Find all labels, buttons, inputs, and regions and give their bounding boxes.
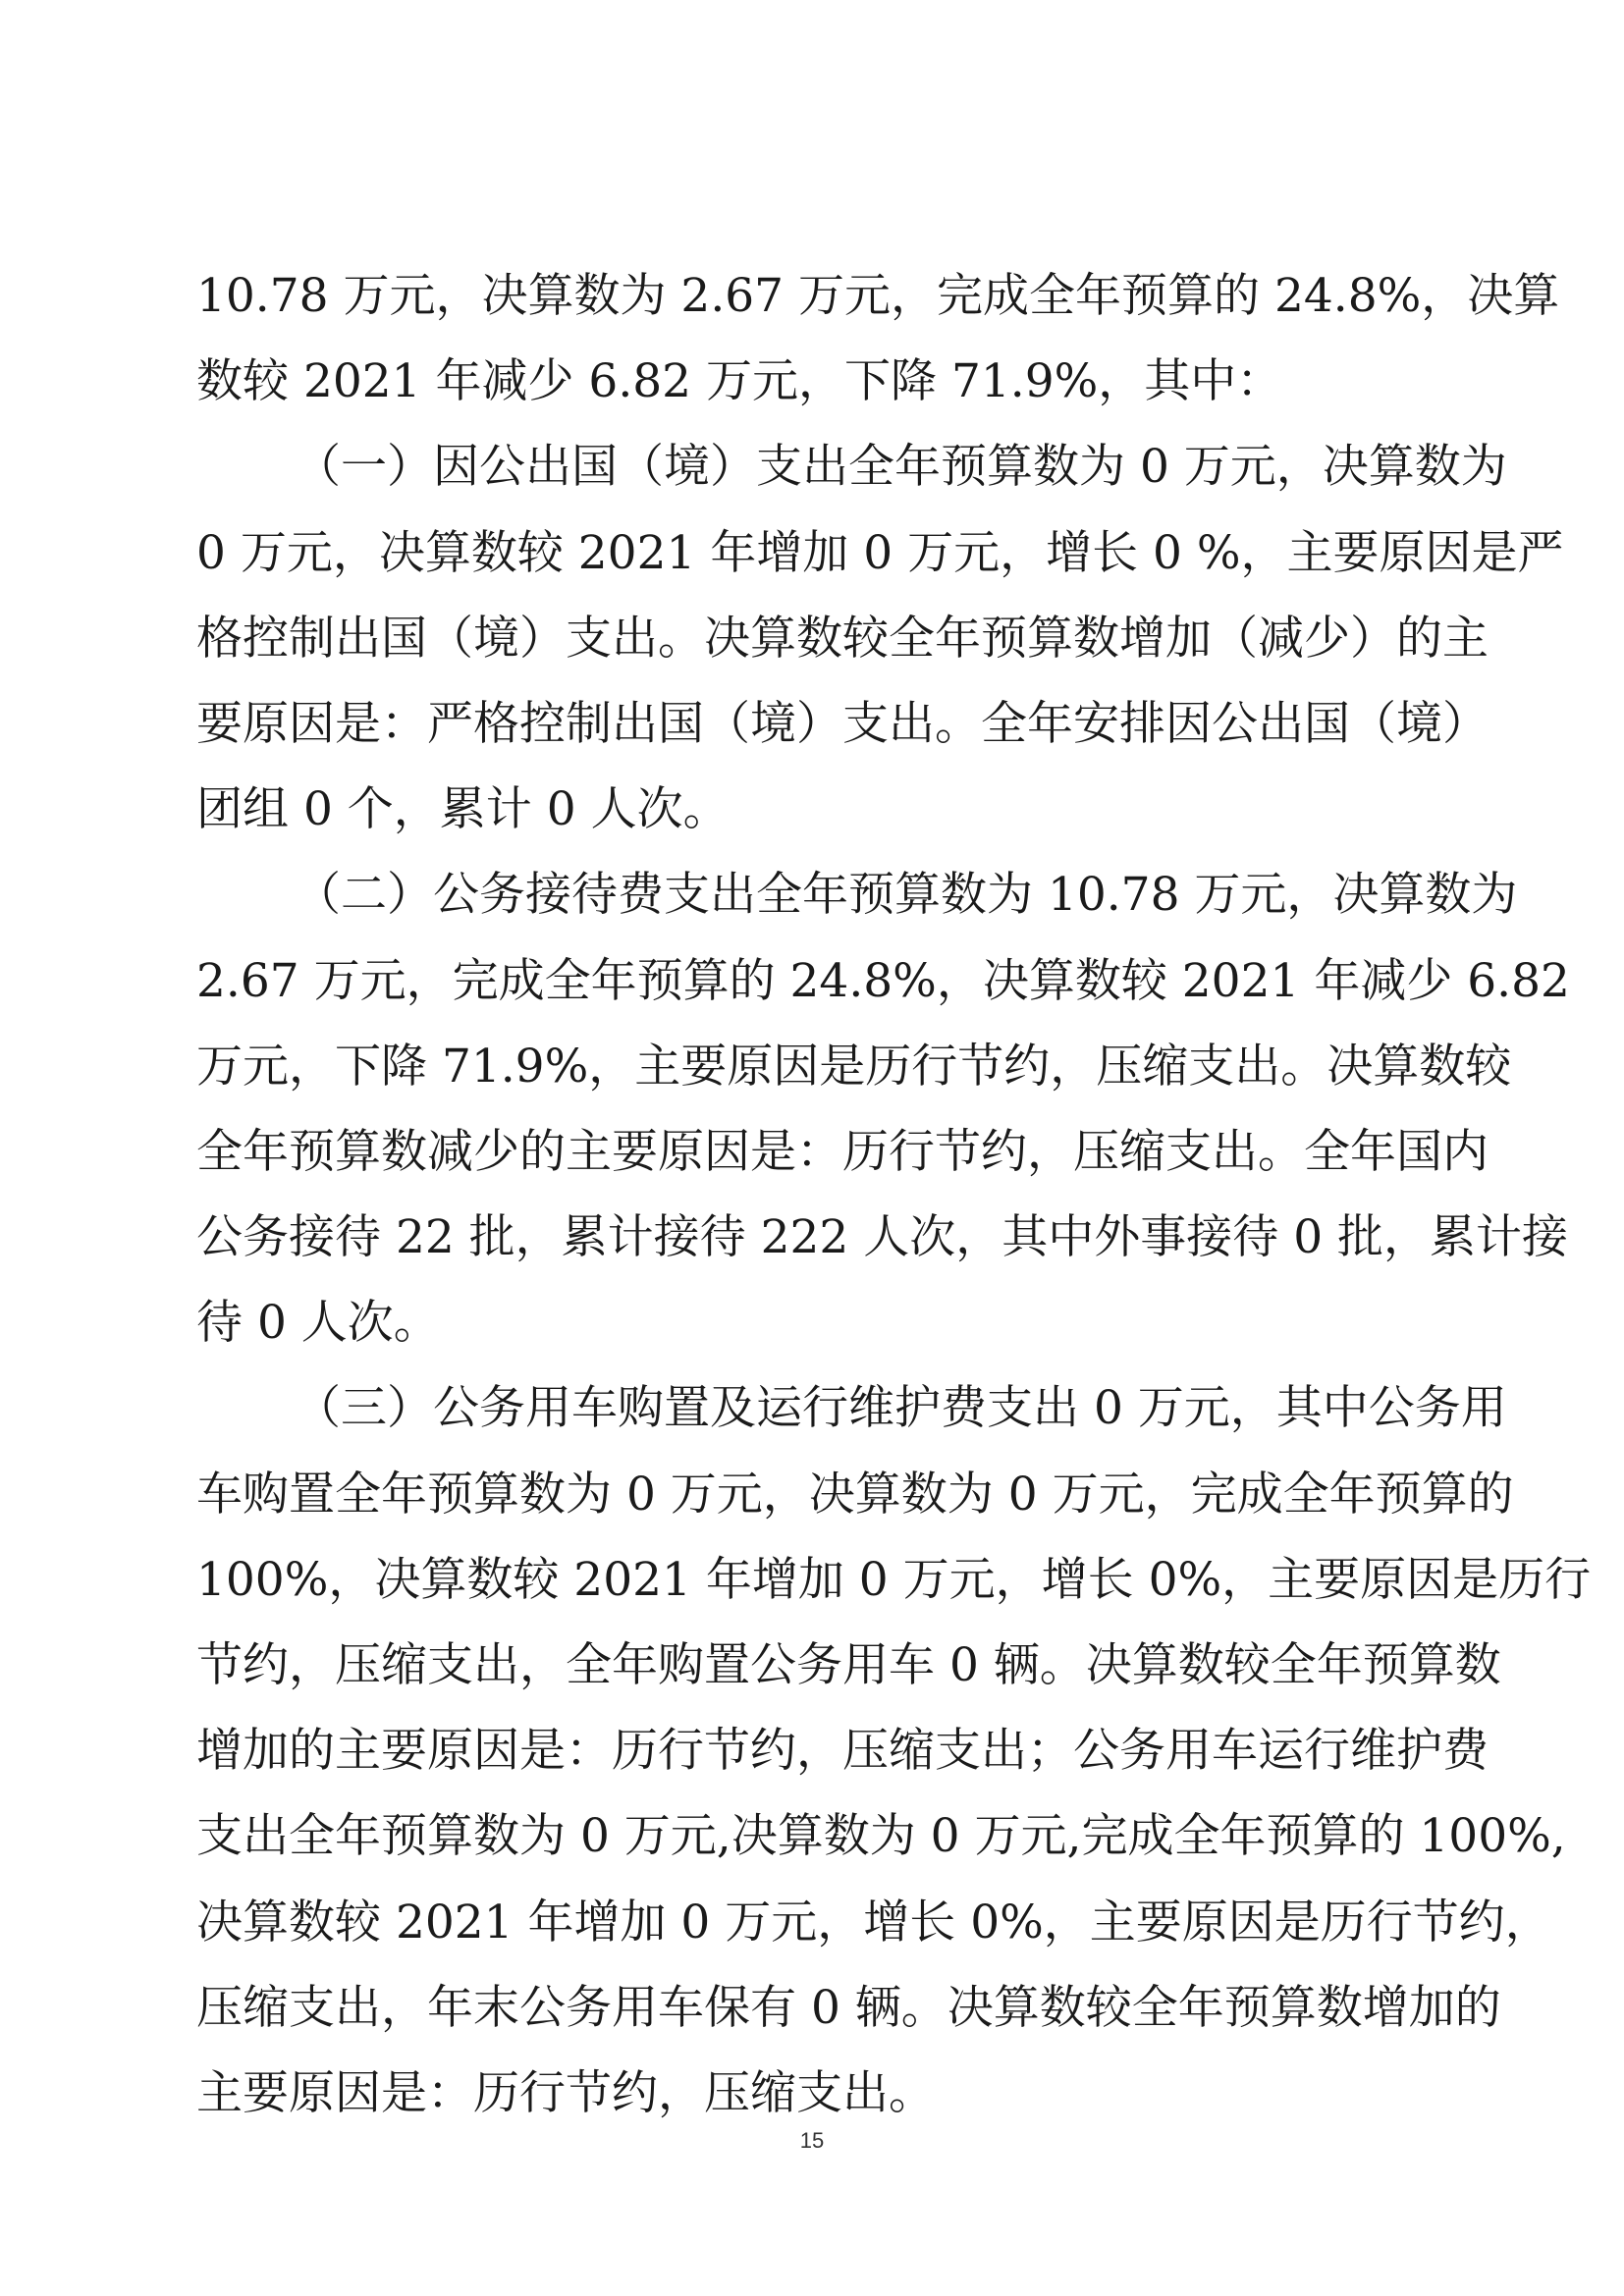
text-line: 10.78 万元，决算数为 2.67 万元，完成全年预算的 24.8%，决算 [196, 269, 1560, 323]
paragraph-section-3 [196, 1365, 1592, 2136]
text-line: 100%，决算数较 2021 年增加 0 万元，增长 0%，主要原因是历行 [196, 1552, 1592, 1607]
text-line: 增加的主要原因是：历行节约，压缩支出；公务用车运行维护费 [196, 1724, 1489, 1779]
text-line: 公务接待 22 批，累计接待 222 人次，其中外事接待 0 批，累计接 [196, 1210, 1569, 1265]
paragraph-intro [196, 253, 1560, 424]
text-line: 决算数较 2021 年增加 0 万元，增长 0%，主要原因是历行节约， [196, 1895, 1551, 1949]
text-line: 车购置全年预算数为 0 万元，决算数为 0 万元，完成全年预算的 [196, 1467, 1514, 1522]
document-body [196, 253, 1592, 2136]
text-line: 待 0 人次。 [196, 1296, 440, 1351]
text-line: 主要原因是：历行节约，压缩支出。 [196, 2065, 935, 2120]
text-line: 压缩支出，年末公务用车保有 0 辆。决算数较全年预算数增加的 [196, 1980, 1501, 2035]
text-line: （三）公务用车购置及运行维护费支出 0 万元，其中公务用 [295, 1381, 1507, 1436]
text-line: 万元，下降 71.9%，主要原因是历行节约，压缩支出。决算数较 [196, 1039, 1512, 1094]
text-line: 数较 2021 年减少 6.82 万元，下降 71.9%，其中： [196, 354, 1283, 409]
text-line: 节约，压缩支出，全年购置公务用车 0 辆。决算数较全年预算数 [196, 1638, 1501, 1692]
text-line: 全年预算数减少的主要原因是：历行节约，压缩支出。全年国内 [196, 1124, 1489, 1179]
paragraph-section-1 [196, 424, 1564, 852]
text-line: 2.67 万元，完成全年预算的 24.8%，决算数较 2021 年减少 6.82 [196, 953, 1570, 1008]
text-line: 要原因是：严格控制出国（境）支出。全年安排因公出国（境） [196, 696, 1489, 751]
text-line: （二）公务接待费支出全年预算数为 10.78 万元，决算数为 [295, 868, 1518, 923]
text-line: 团组 0 个，累计 0 人次。 [196, 782, 730, 837]
paragraph-section-2 [196, 852, 1570, 1365]
text-line: 0 万元，决算数较 2021 年增加 0 万元，增长 0 %，主要原因是严 [196, 525, 1564, 580]
page-number: 15 [799, 2128, 825, 2153]
text-line: （一）因公出国（境）支出全年预算数为 0 万元，决算数为 [295, 440, 1507, 495]
text-line: 支出全年预算数为 0 万元,决算数为 0 万元,完成全年预算的 100%, [196, 1809, 1566, 1864]
text-line: 格控制出国（境）支出。决算数较全年预算数增加（减少）的主 [196, 611, 1489, 666]
